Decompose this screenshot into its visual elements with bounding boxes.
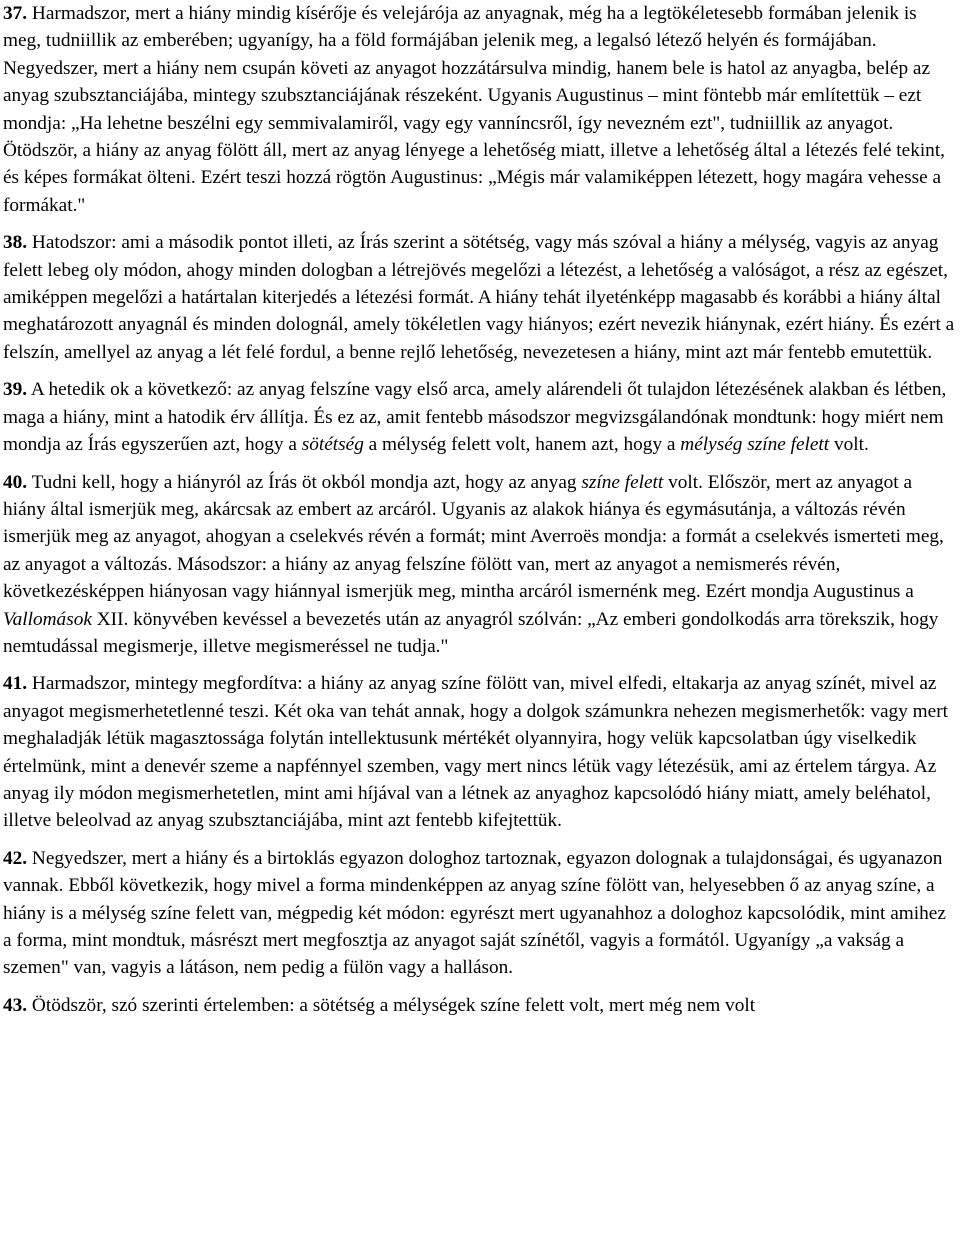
- paragraph-41: [3, 670, 957, 834]
- paragraph-text: A hetedik ok a következő: az anyag felszíne vagy első arca, amely alárendeli őt tulajdon létezésének alakban és létben, maga a hiány, mint a hatodik érv állítja. És ez az, amit fentebb másodszor megvizsgálandónak mondtunk: hogy miért nem mondja az Írás egyszerűen azt, hogy a: [3, 379, 947, 456]
- paragraph-number: 40.: [3, 471, 28, 493]
- paragraph-37: [3, 0, 957, 219]
- paragraph-text: Ötödször, szó szerinti értelemben: a sötétség a mélységek színe felett volt, mert még nem volt: [27, 994, 756, 1016]
- italic-phrase: sötétség: [301, 434, 364, 456]
- book-title: Vallomások: [3, 608, 92, 630]
- paragraph-text: Harmadszor, mert a hiány mindig kísérője és velejárója az anyagnak, még ha a legtökéletesebb formában jelenik is meg, tudniillik az emberében; ugyanígy, ha a föld formájában jelenik meg, a legalsó létező helyén és formájában. Negyedszer, mert a hiány nem csupán követi az anyagot hozzátársulva mindig, hanem bele is hatol az anyagba, belép az anyag szubsztanciájába, mintegy szubsztanciájának részeként. Ugyanis Augustinus – mint föntebb már említettük – ezt mondja: „Ha lehetne beszélni egy semmivalamiről, vagy egy vanníncsről, így nevezném ezt", tudniillik az anyagot. Ötödször, a hiány az anyag fölött áll, mert az anyag lényege a lehetőség miatt, illetve a lehetőség által a létezés felé tekint, és képes formákat ölteni. Ezért teszi hozzá rögtön Augustinus: „Mégis már valamiképpen létezett, hogy magára vehesse a formákat.": [3, 3, 946, 216]
- paragraph-number: 43.: [3, 994, 28, 1016]
- paragraph-number: 37.: [3, 3, 28, 24]
- paragraph-text: Negyedszer, mert a hiány és a birtoklás egyazon dologhoz tartoznak, egyazon dolognak a tulajdonságai, és ugyanazon vannak. Ebből következik, hogy mivel a forma mindenképpen az anyag színe fölött van, helyesebben ő az anyag színe, a hiány is a mélység színe felett van, mégpedig két módon: egyrészt mert ugyanahhoz a dologhoz kapcsolódik, mint amihez a forma, mint mondtuk, másrészt mert megfosztja az anyagot saját színétől, vagyis a formától. Ugyanígy „a vakság a szemen" van, vagyis a látáson, nem pedig a fülön vagy a halláson.: [3, 847, 946, 979]
- paragraph-text: Harmadszor, mintegy megfordítva: a hiány az anyag színe fölött van, mivel elfedi, eltakarja az anyag színét, mivel az anyagot megismerhetetlenné teszi. Két oka van tehát annak, hogy a dolgok számunkra nehezen megismerhetők: vagy mert meghaladják létük magasztossága folytán intellektusunk mértékét olyannyira, hogy velük kapcsolatban úgy viselkedik értelmünk, mint a denevér szeme a napfénnyel szemben, vagy mert nincs létük vagy létezésük, ami az értelem tárgya. Az anyag ily módon megismerhetetlen, mint ami híjával van a létnek az anyaghoz kapcsolódó hiány miatt, amely beléhatol, illetve beleolvad az anyag szubsztanciájába, mint azt fentebb kifejtettük.: [3, 673, 948, 832]
- paragraph-text: volt. Először, mert az anyagot a hiány által ismerjük meg, akárcsak az embert az arcáról. Ugyanis az alakok hiánya és egymásutánja, a változás révén ismerjük meg az anyagot, ahogyan a cselekvés révén a formát; mint Averroës mondja: a formát a cselekvés ismerteti meg, az anyagot a változás. Másodszor: a hiány az anyag felszíne fölött van, mert az anyagot a nemismerés révén, következésképpen hiányosan vagy hiánnyal ismerjük meg, mintha arcáról ismernénk meg. Ezért mondja Augustinus a: [3, 471, 944, 603]
- italic-phrase: színe felett: [581, 471, 664, 493]
- paragraph-text: XII. könyvében kevéssel a bevezetés után az anyagról szólván: „Az emberi gondolkodás arra törekszik, hogy nemtudással megismerje, illetve megismeréssel ne tudja.": [3, 608, 939, 657]
- paragraph-39: [3, 376, 957, 458]
- paragraph-38: [3, 229, 957, 366]
- italic-phrase: mélység színe felett: [680, 434, 830, 456]
- paragraph-number: 39.: [3, 379, 28, 401]
- paragraph-text: a mélység felett volt, hanem azt, hogy a: [363, 434, 681, 456]
- paragraph-number: 38.: [3, 232, 28, 254]
- paragraph-number: 41.: [3, 673, 28, 695]
- paragraph-number: 42.: [3, 847, 28, 869]
- paragraph-text: volt.: [829, 434, 869, 456]
- paragraph-43: [3, 992, 957, 1019]
- paragraph-42: [3, 845, 957, 982]
- paragraph-text: Tudni kell, hogy a hiányról az Írás öt okból mondja azt, hogy az anyag: [27, 471, 582, 493]
- paragraph-40: [3, 469, 957, 661]
- paragraph-text: Hatodszor: ami a második pontot illeti, az Írás szerint a sötétség, vagy más szóval a hiány a mélység, vagyis az anyag felett lebeg oly módon, ahogy minden dologban a létrejövés megelőzi a létezést, a lehetőség a valóságot, a rész az egészet, amiképpen megelőzi a határtalan kiterjedés a létezési formát. A hiány tehát ilyeténképp magasabb és korábbi a hiány által meghatározott anyagnál és minden dolognál, amely tökéletlen vagy hiányos; ezért nevezik hiánynak, ezért hiány. És ezért a felszín, amellyel az anyag a lét felé fordul, a benne rejlő lehetőség, nevezetesen a hiány, mint azt már fentebb emutettük.: [3, 232, 955, 363]
